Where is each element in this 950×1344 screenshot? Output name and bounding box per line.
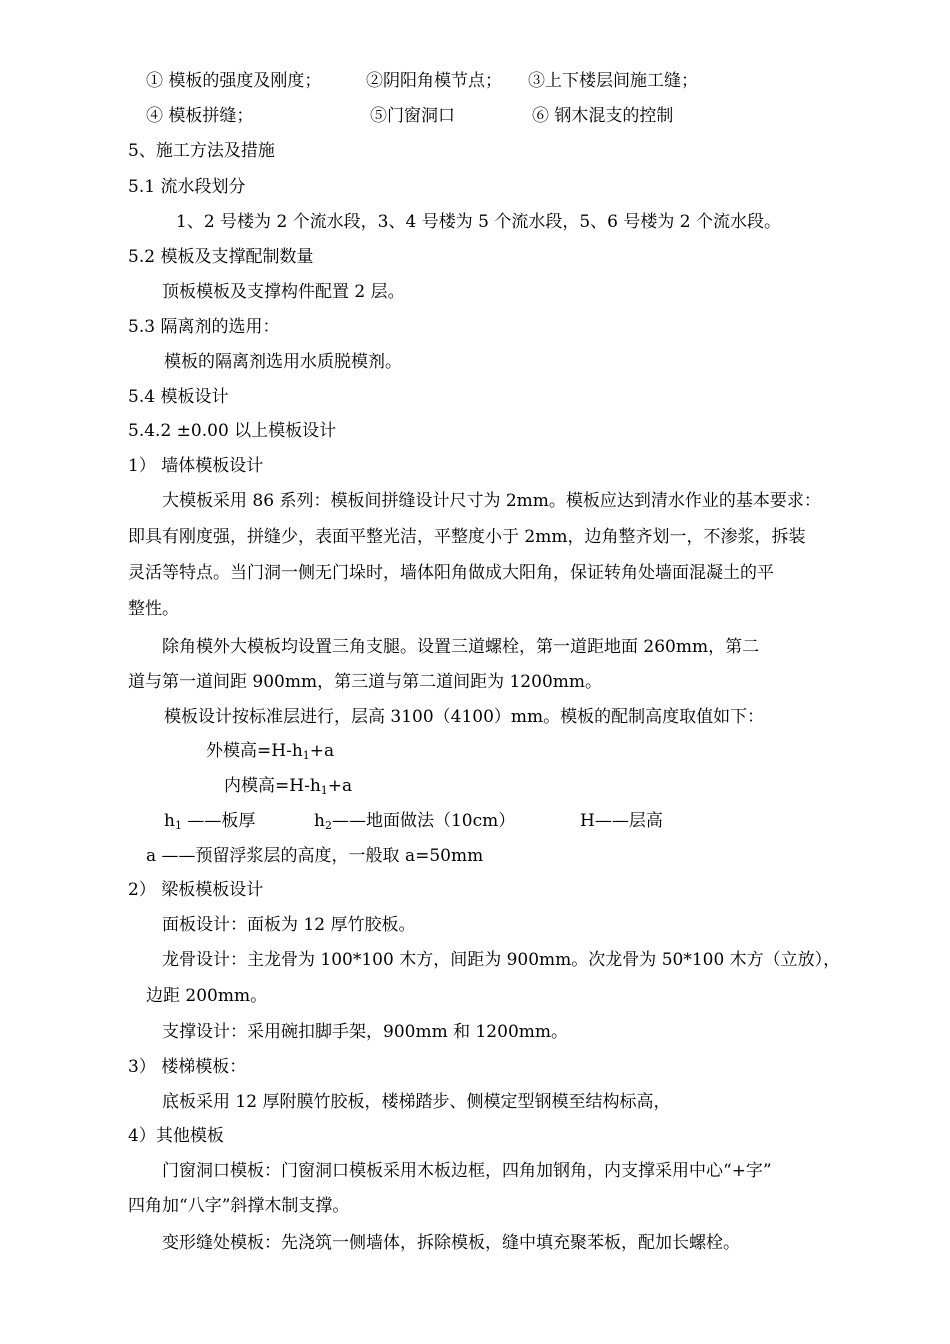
section-heading-5-4: 5.4 模板设计: [128, 387, 229, 407]
subheading-beam-slab: 2） 梁板模板设计: [128, 880, 264, 900]
formula-text: +a: [309, 741, 335, 761]
paragraph-line: 边距 200mm。: [146, 986, 268, 1006]
legend-h1: [164, 810, 255, 832]
paragraph-formwork-layers: 顶板模板及支撑构件配置 2 层。: [162, 282, 405, 302]
paragraph-line: 模板设计按标准层进行，层高 3100（4100）mm。模板的配制高度取值如下：: [164, 707, 765, 727]
list-item-corner-nodes: ②阴阳角模节点；: [366, 71, 502, 91]
subheading-stair-formwork: 3） 楼梯模板：: [128, 1057, 247, 1077]
formula-outer-height: [206, 740, 334, 762]
paragraph-flow-sections: 1、2 号楼为 2 个流水段，3、4 号楼为 5 个流水段，5、6 号楼为 2 个流水段。: [176, 212, 781, 232]
paragraph-line: 大模板采用 86 系列：模板间拼缝设计尺寸为 2mm。模板应达到清水作业的基本要求：: [162, 491, 821, 511]
formula-text: 外模高=H-h: [206, 741, 303, 761]
legend-symbol: h: [314, 811, 325, 831]
paragraph-line: 灵活等特点。当门洞一侧无门垛时，墙体阳角做成大阳角，保证转角处墙面混凝土的平: [128, 563, 774, 583]
paragraph-support-design: 支撑设计：采用碗扣脚手架，900mm 和 1200mm。: [162, 1022, 568, 1042]
paragraph-joist-design: 龙骨设计：主龙骨为 100*100 木方，间距为 900mm。次龙骨为 50*100 木方（立放），: [162, 950, 841, 970]
subscript: 1: [174, 819, 182, 832]
formula-inner-height: [224, 775, 352, 797]
subheading-other-formwork: 4）其他模板: [128, 1126, 224, 1146]
legend-h2: [314, 810, 515, 832]
paragraph-opening-formwork: 门窗洞口模板：门窗洞口模板采用木板边框，四角加钢角，内支撑采用中心“+字”: [162, 1161, 772, 1181]
list-item-formwork-strength: ① 模板的强度及刚度；: [146, 71, 322, 91]
legend-text: ——板厚: [181, 811, 256, 831]
paragraph-panel-design: 面板设计：面板为 12 厚竹胶板。: [162, 915, 416, 935]
section-heading-5-2: 5.2 模板及支撑配制数量: [128, 247, 314, 267]
list-item-door-window: ⑤门窗洞口: [370, 106, 455, 126]
legend-text: ——地面做法（10cm）: [331, 811, 516, 831]
list-item-formwork-seams: ④ 模板拼缝；: [146, 106, 254, 126]
legend-a: a ——预留浮浆层的高度，一般取 a=50mm: [146, 846, 484, 866]
paragraph-line: 整性。: [128, 599, 179, 619]
section-heading-5-1: 5.1 流水段划分: [128, 177, 246, 197]
formula-text: 内模高=H-h: [224, 776, 321, 796]
paragraph-line: 四角加“八字”斜撑木制支撑。: [128, 1196, 350, 1216]
section-heading-5: 5、施工方法及措施: [128, 141, 275, 161]
paragraph-release-agent: 模板的隔离剂选用水质脱模剂。: [164, 352, 402, 372]
paragraph-stair-formwork: 底板采用 12 厚附膜竹胶板，楼梯踏步、侧模定型钢模至结构标高，: [162, 1092, 671, 1112]
subscript: 2: [324, 819, 332, 832]
list-item-construction-joint: ③上下楼层间施工缝；: [528, 71, 698, 91]
subheading-wall-formwork: 1） 墙体模板设计: [128, 456, 264, 476]
paragraph-joint-formwork: 变形缝处模板：先浇筑一侧墙体，拆除模板，缝中填充聚苯板，配加长螺栓。: [162, 1233, 740, 1253]
paragraph-line: 除角模外大模板均设置三角支腿。设置三道螺栓，第一道距地面 260mm，第二: [162, 637, 760, 657]
formula-text: +a: [327, 776, 353, 796]
legend-H: H——层高: [580, 811, 663, 831]
legend-symbol: h: [164, 811, 175, 831]
list-item-steel-wood-control: ⑥ 钢木混支的控制: [532, 106, 674, 126]
subscript: 1: [320, 784, 328, 797]
section-heading-5-3: 5.3 隔离剂的选用：: [128, 317, 280, 337]
paragraph-line: 即具有刚度强，拼缝少，表面平整光洁，平整度小于 2mm，边角整齐划一，不渗浆，拆装: [128, 527, 806, 547]
section-heading-5-4-2: 5.4.2 ±0.00 以上模板设计: [128, 421, 337, 441]
subscript: 1: [302, 749, 310, 762]
paragraph-line: 道与第一道间距 900mm，第三道与第二道间距为 1200mm。: [128, 672, 602, 692]
